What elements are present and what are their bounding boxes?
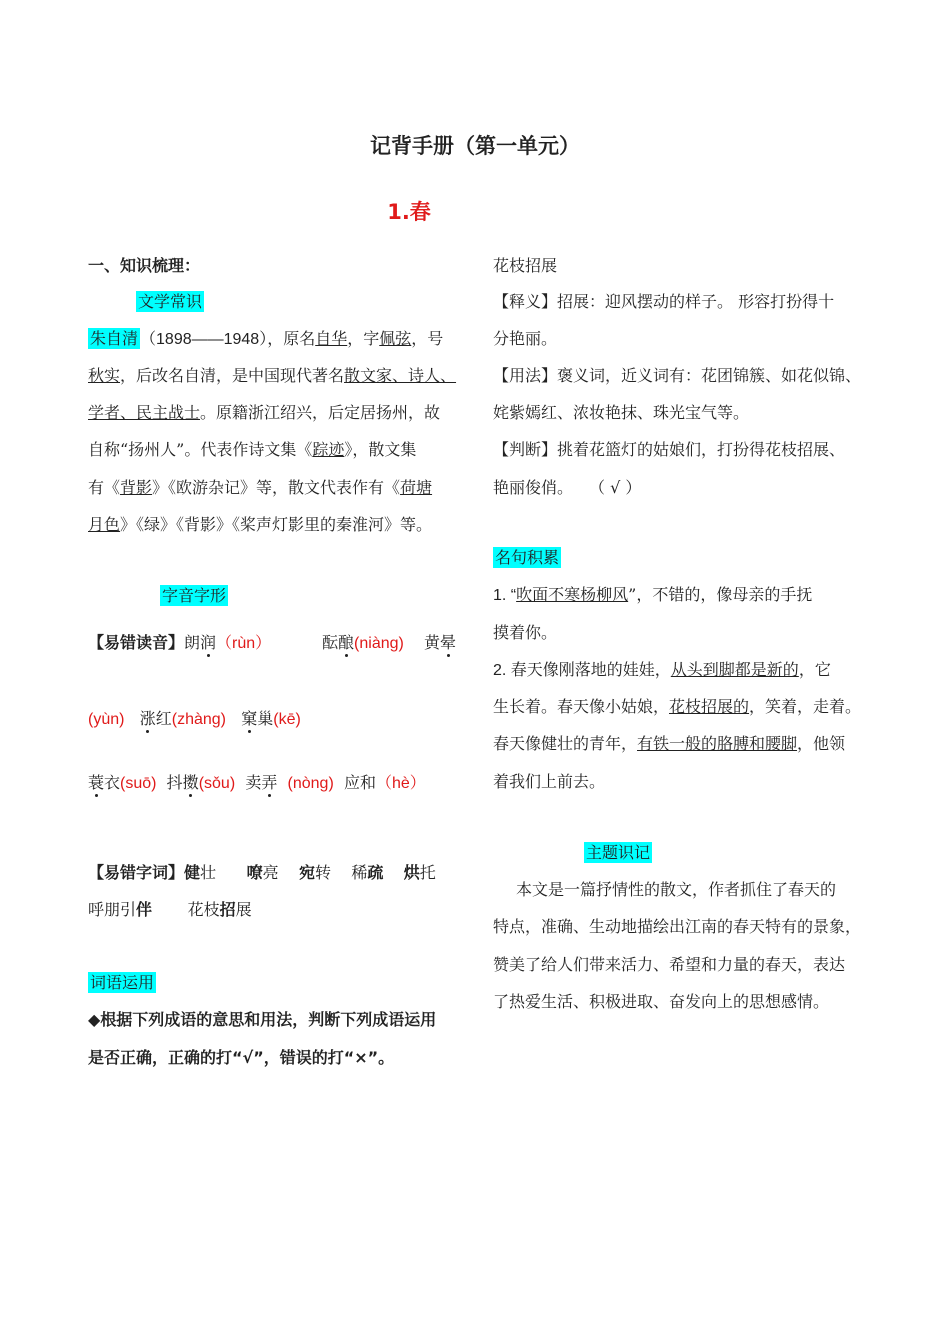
lit-line-4: 自称“扬州人”。代表作诗文集《踪迹》，散文集 (88, 440, 417, 459)
quote-2-line-3: 春天像健壮的青年，有铁一般的胳膊和腰脚，他领 (493, 734, 846, 753)
theme-line-1: 本文是一篇抒情性的散文，作者抓住了春天的 (516, 880, 837, 899)
word-label: 【易错字词】 (88, 863, 185, 882)
tag-quotes (493, 545, 561, 568)
author-name: 朱自清 (90, 329, 139, 348)
tag-word-usage-label: 词语运用 (90, 973, 155, 992)
page-title: 记背手册（第一单元） (370, 134, 580, 158)
pron-row-3: 蓑衣(suō) 抖擞(sǒu) 卖弄 (nòng) 应和（hè） (88, 773, 426, 792)
tag-theme (584, 840, 652, 863)
lit-line-3: 学者、民主战士。原籍浙江绍兴，后定居扬州，故 (88, 403, 441, 422)
quote-2-line-2: 生长着。春天像小姑娘，花枝招展的，笑着，走着。 (493, 697, 862, 716)
idiom-heading: 花枝招展 (493, 256, 558, 275)
word-row-1: 【易错字词】健壮 嘹亮 宛转 稀疏 烘托 (88, 863, 436, 882)
meaning-line-1: 【释义】招展：迎风摆动的样子。 形容打扮得十 (493, 292, 835, 311)
pron-row-2: (yùn) 涨红(zhàng) 窠巢(kē) (88, 709, 301, 728)
lit-line-1: 朱自清 （1898——1948），原名自华，字佩弦，号 (90, 329, 444, 348)
theme-line-4: 了热爱生活、积极进取、奋发向上的思想感情。 (493, 992, 830, 1011)
lesson-title: 1.春 (387, 200, 431, 224)
quote-1-line-2: 摸着你。 (493, 623, 558, 642)
tag-quotes-label: 名句积累 (495, 548, 560, 567)
pron-item: 黄晕 (424, 633, 457, 652)
theme-line-3: 赞美了给人们带来活力、希望和力量的春天，表达 (493, 955, 846, 974)
usage-line-1: 【用法】褒义词，近义词有：花团锦簇、如花似锦、 (493, 366, 862, 385)
instruction-line-2: 是否正确，正确的打“√”，错误的打“×”。 (88, 1048, 395, 1067)
usage-line-2: 姹紫嫣红、浓妆艳抹、珠光宝气等。 (493, 403, 750, 422)
lit-line-5: 有《背影》《欧游杂记》等，散文代表作有《荷塘 (88, 478, 433, 497)
pron-label: 【易错读音】 (88, 633, 185, 652)
tag-literature (136, 289, 204, 312)
theme-line-2: 特点，准确、生动地描绘出江南的春天特有的景象， (493, 917, 862, 936)
lit-line-2: 秋实，后改名自清，是中国现代著名散文家、诗人、 (88, 366, 457, 385)
section-heading: 一、知识梳理： (88, 256, 201, 275)
tag-theme-label: 主题识记 (586, 843, 651, 862)
pron-row-1: 【易错读音】朗润（rùn） (88, 633, 272, 652)
quote-2-line-4: 着我们上前去。 (493, 772, 606, 791)
quote-1-line-1: 1. “吹面不寒杨柳风”，不错的，像母亲的手抚 (493, 585, 813, 604)
judge-line-2: 艳丽俊俏。 （ √ ） (493, 478, 642, 497)
lit-line-6: 月色》《绿》《背影》《桨声灯影里的秦淮河》等。 (88, 515, 433, 534)
tag-word-usage (88, 970, 156, 993)
tag-literature-label: 文学常识 (138, 292, 203, 311)
meaning-line-2: 分艳丽。 (493, 329, 558, 348)
pron-item: 酝酿(niàng) (322, 633, 404, 652)
tag-pronunciation (160, 583, 228, 606)
quote-2-line-1: 2. 春天像刚落地的娃娃，从头到脚都是新的，它 (493, 660, 831, 679)
word-row-2: 呼朋引伴 花枝招展 (88, 900, 252, 919)
instruction-line-1: ◆根据下列成语的意思和用法，判断下列成语运用 (88, 1010, 437, 1029)
judge-line-1: 【判断】挑着花篮灯的姑娘们，打扮得花枝招展、 (493, 440, 846, 459)
tag-pronunciation-label: 字音字形 (162, 586, 227, 605)
